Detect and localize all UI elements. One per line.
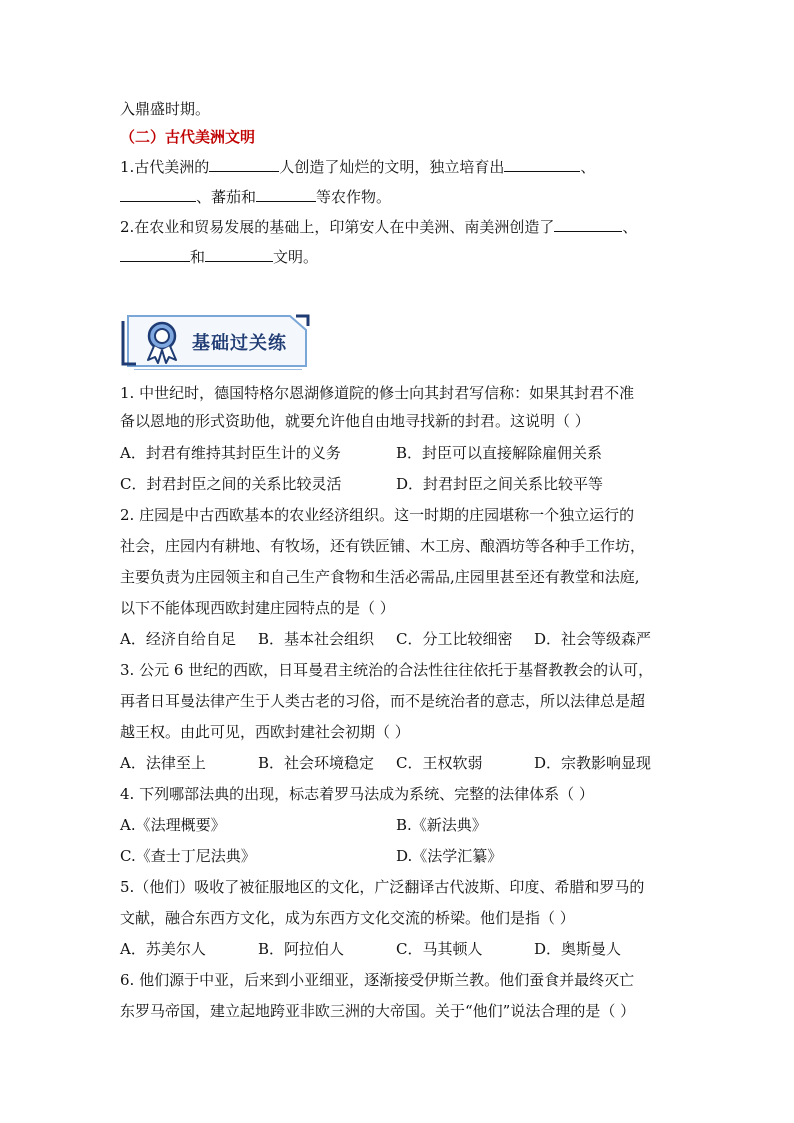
option-c[interactable]: C.《查士丁尼法典》 [120,847,256,865]
option-d[interactable]: D．社会等级森严 [534,630,652,648]
question-1-line-1: 1. 中世纪时，德国特格尔恩湖修道院的修士向其封君写信称：如果其封君不准 [120,384,635,402]
question-1-line-2: 备以恩地的形式资助他，就要允许他自由地寻找新的封君。这说明（ ） [120,412,590,430]
banner-title: 基础过关练 [192,333,287,354]
question-2-line-1: 2. 庄园是中古西欧基本的农业经济组织。这一时期的庄园堪称一个独立运行的 [120,506,635,524]
option-a[interactable]: A．经济自给自足 [120,630,236,648]
section-banner [120,312,310,370]
question-5-line-2: 文献，融合东西方文化，成为东西方文化交流的桥梁。他们是指（ ） [120,909,575,927]
blank-5[interactable] [554,217,622,232]
option-b[interactable]: B．阿拉伯人 [258,940,345,958]
option-a[interactable]: A．法律至上 [120,754,206,772]
question-3-line-2: 再者日耳曼法律产生于人类古老的习俗，而不是统治者的意志，所以法律总是超 [120,692,646,710]
question-3-line-1: 3. 公元 6 世纪的西欧，日耳曼君主统治的合法性往往依托于基督教教会的认可， [120,661,654,679]
question-3-line-3: 越王权。由此可见，西欧封建社会初期（ ） [120,723,410,741]
blank-3[interactable] [120,187,196,202]
option-b[interactable]: B.《新法典》 [396,816,487,834]
question-4-line-1: 4. 下列哪部法典的出现，标志着罗马法成为系统、完整的法律体系（ ） [120,785,594,803]
option-b[interactable]: B．基本社会组织 [258,630,375,648]
option-d[interactable]: D.《法学汇纂》 [396,847,503,865]
option-c[interactable]: C．封君封臣之间的关系比较灵活 [120,475,342,493]
blank-7[interactable] [205,247,273,262]
question-2-line-4: 以下不能体现西欧封建庄园特点的是（ ） [120,599,395,617]
fill-question-1-line-2: 、蕃茄和 等农作物。 [120,186,680,208]
fill-question-1-line-1: 1.古代美洲的 人创造了灿烂的文明，独立培育出 、 [120,158,596,176]
question-1-options-row-2 [120,473,680,495]
blank-4[interactable] [256,187,316,202]
option-d[interactable]: D．奥斯曼人 [534,940,622,958]
question-1-options-row-1 [120,442,680,464]
question-2-line-2: 社会，庄园内有耕地、有牧场，还有铁匠铺、木工房、酿酒坊等各种手工作坊， [120,537,646,555]
question-6-line-1: 6. 他们源于中亚，后来到小亚细亚，逐渐接受伊斯兰教。他们蚕食并最终灭亡 [120,971,635,989]
question-4-options-row-1 [120,814,680,836]
fill-question-2-line-1: 2.在农业和贸易发展的基础上，印第安人在中美洲、南美洲创造了 、 [120,218,638,236]
option-a[interactable]: A．苏美尔人 [120,940,206,958]
blank-2[interactable] [504,157,580,172]
question-6-line-2: 东罗马帝国，建立起地跨亚非欧三洲的大帝国。关于“他们”说法合理的是（ ） [120,1002,636,1020]
fill-question-2-line-2: 和 文明。 [120,246,680,268]
section-heading: （二）古代美洲文明 [120,128,256,146]
option-b[interactable]: B．封臣可以直接解除雇佣关系 [396,444,603,462]
option-a[interactable]: A.《法理概要》 [120,816,226,834]
blank-6[interactable] [120,247,190,262]
option-c[interactable]: C．分工比较细密 [396,630,513,648]
medal-icon [142,320,182,364]
question-2-line-3: 主要负责为庄园领主和自己生产食物和生活必需品,庄园里甚至还有教堂和法庭, [120,568,640,586]
question-4-options-row-2 [120,845,680,867]
option-a[interactable]: A．封君有维持其封臣生计的义务 [120,444,341,462]
option-d[interactable]: D．宗教影响显现 [534,754,652,772]
blank-1[interactable] [209,157,279,172]
intro-tail: 入鼎盛时期。 [120,100,211,118]
option-c[interactable]: C．王权软弱 [396,754,483,772]
option-b[interactable]: B．社会环境稳定 [258,754,375,772]
question-5-line-1: 5.（他们）吸收了被征服地区的文化，广泛翻译古代波斯、印度、希腊和罗马的 [120,878,645,896]
option-d[interactable]: D．封君封臣之间关系比较平等 [396,475,604,493]
option-c[interactable]: C．马其顿人 [396,940,483,958]
